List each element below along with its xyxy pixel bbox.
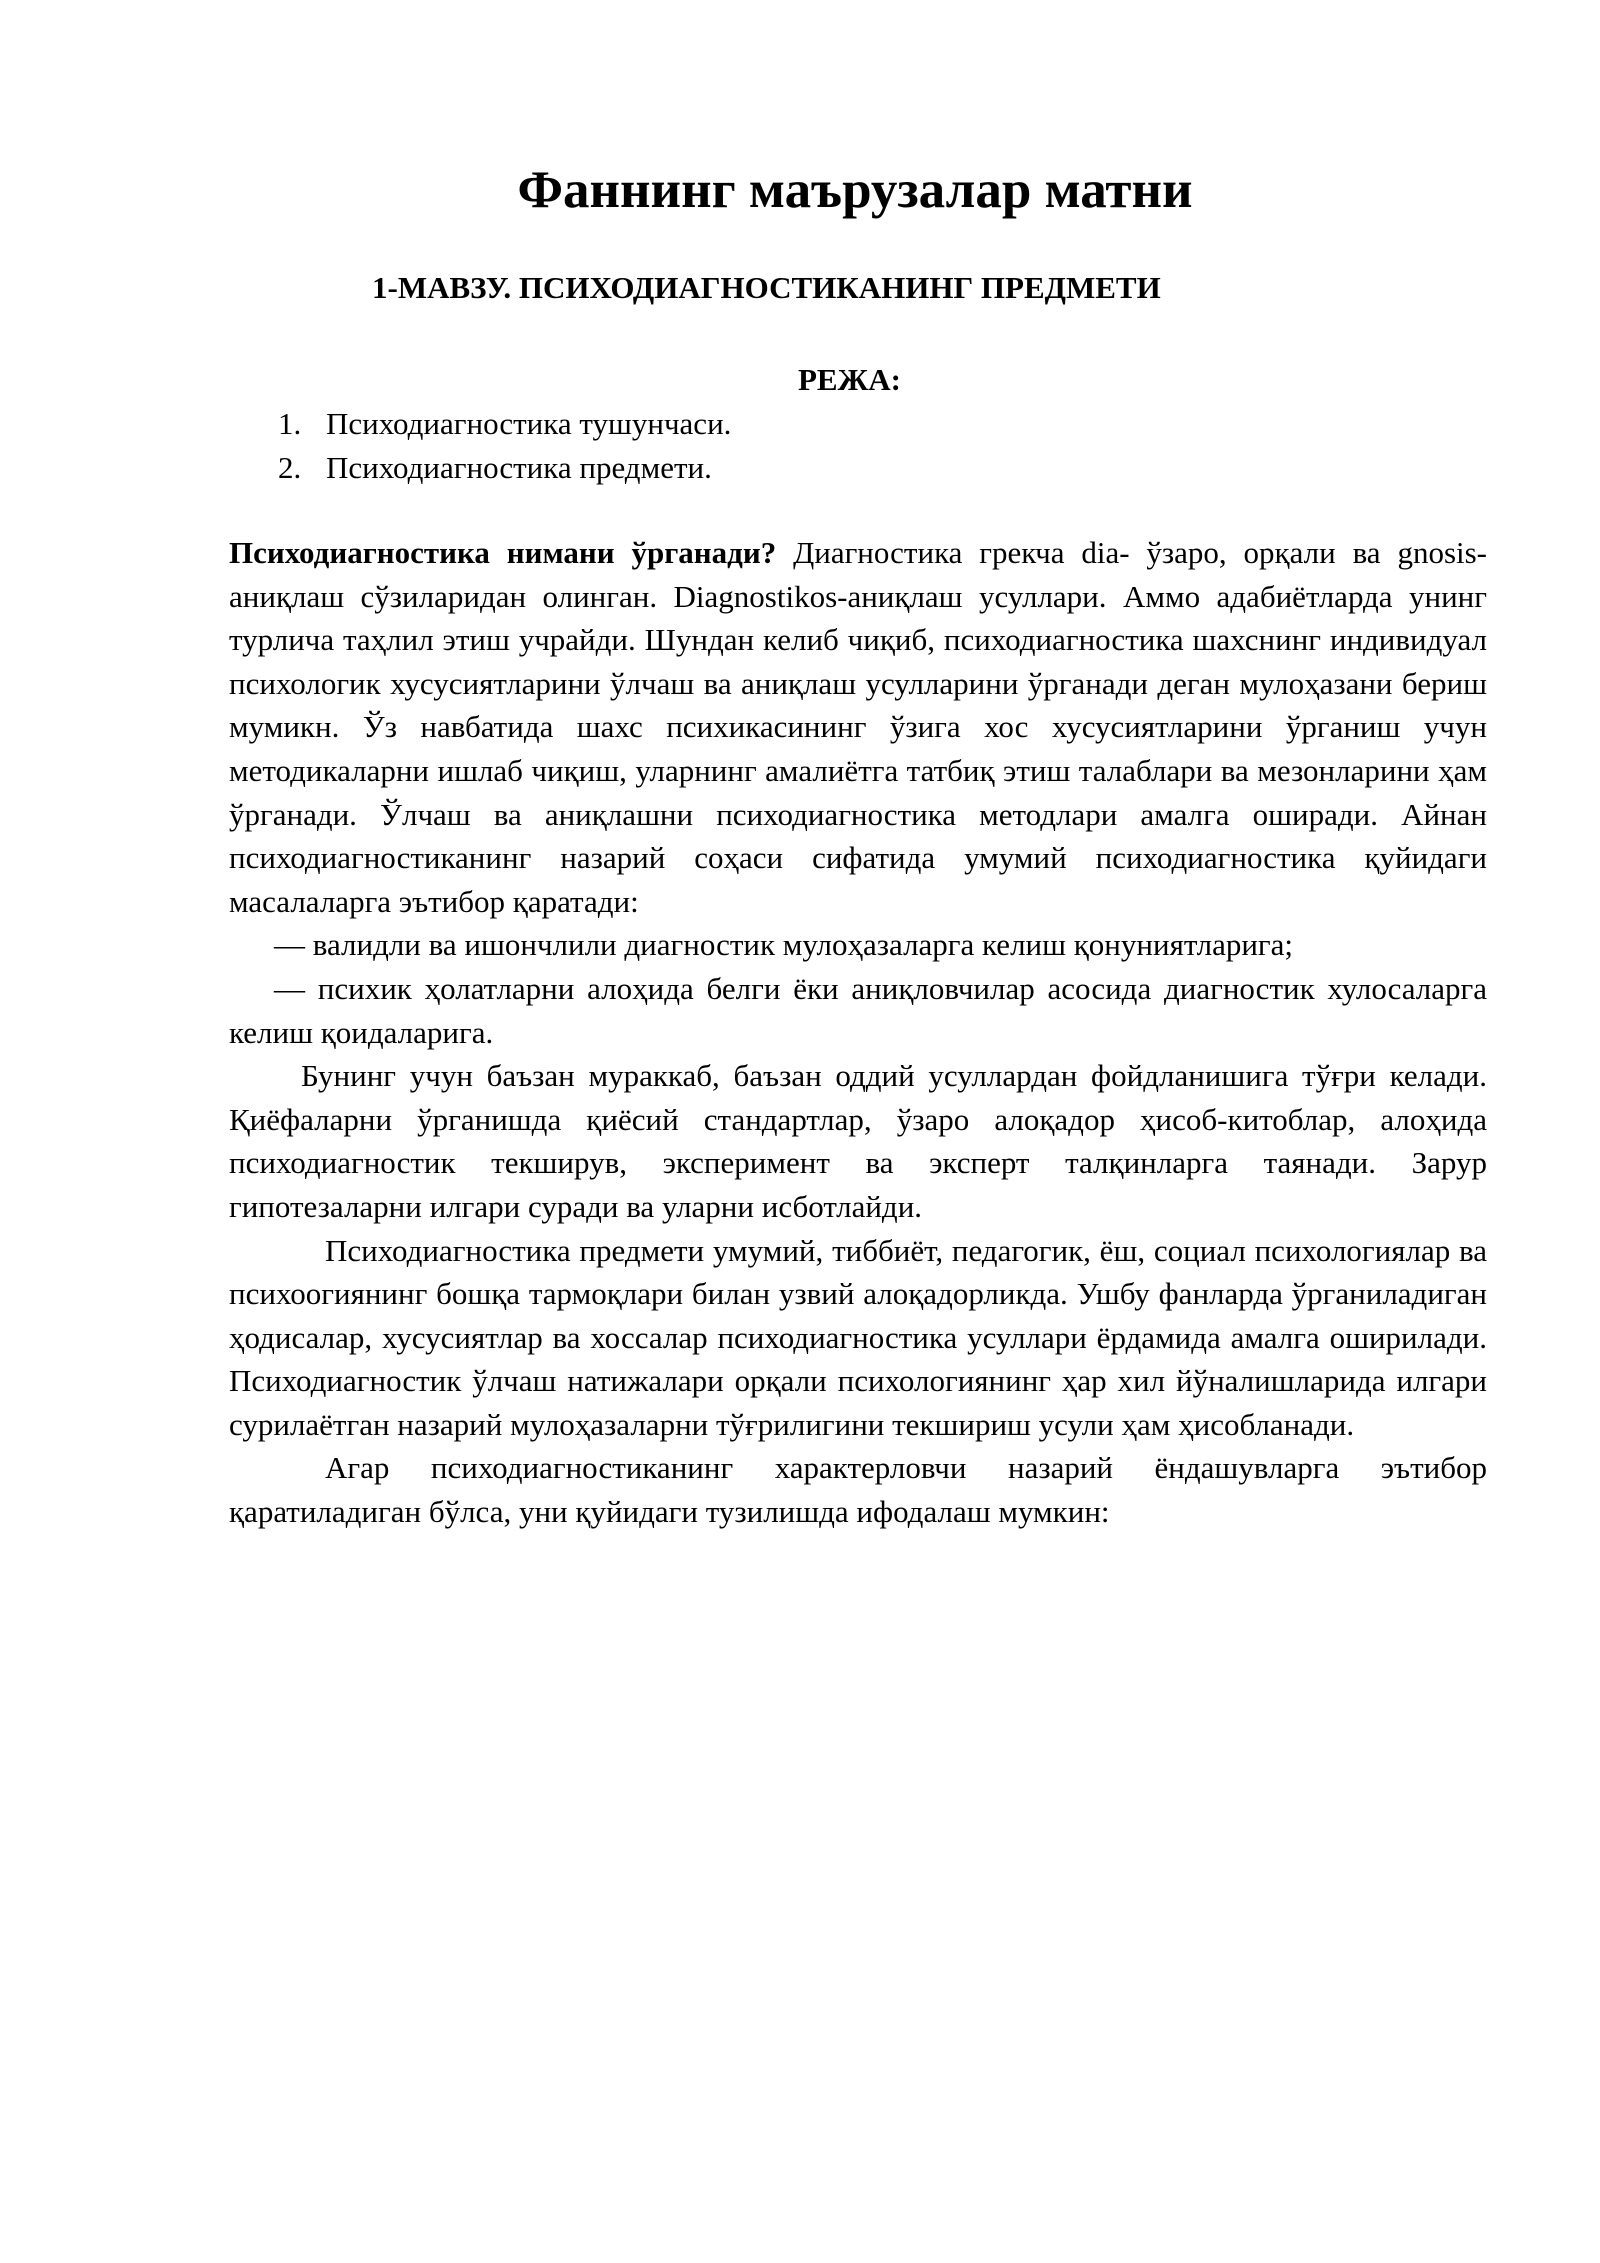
plan-item-number: 1. (278, 406, 302, 441)
intro-lead: Психодиагностика нимани ўрганади? (229, 535, 777, 570)
body-text (229, 531, 1487, 1534)
body-paragraph: Психодиагностика предмети умумий, тиббиёт, педагогик, ёш, социал психологиялар ва психоогиянинг бошқа тармоқлари билан узвий алоқадорликда. Ушбу фанларда ўрганиладиган ҳодисалар, хусусиятлар ва хоссалар психодиагностика усуллари ёрдамида амалга оширилади. Психодиагностик ўлчаш натижалари орқали психологиянинг ҳар хил йўналишларида илгари сурилаётган назарий мулоҳазаларни тўғрилигини текшириш усули ҳам ҳисобланади. (229, 1232, 1487, 1442)
plan-list (278, 402, 731, 490)
dash-list-item: — психик ҳолатларни алоҳида белги ёки аниқловчилар асосида диагностик хулосаларга келиш қоидаларига. (229, 970, 1487, 1050)
intro-paragraph (229, 531, 1487, 923)
body-paragraph: Агар психодиагностиканинг характерловчи назарий ёндашувларга эътибор қаратиладиган бўлса, уни қуйидаги тузилишда ифодалаш мумкин: (229, 1450, 1487, 1530)
body-paragraph: Бунинг учун баъзан мураккаб, баъзан оддий усуллардан фойдланишига тўғри келади. Қиёфаларни ўрганишда қиёсий стандартлар, ўзаро алоқадор ҳисоб-китоблар, алоҳида психодиагностик текширув, эксперимент ва эксперт талқинларга таянади. Зарур гипотезаларни илгари суради ва уларни исботлайди. (229, 1058, 1487, 1224)
plan-heading: РЕЖА: (798, 362, 901, 397)
document-title: Фаннинг маърузалар матни (517, 161, 1193, 219)
plan-item (278, 402, 731, 446)
dash-list-item: — валидли ва ишончлили диагностик мулоҳазаларга келиш қонуниятларига; (274, 927, 1294, 963)
plan-item-text: Психодиагностика предмети. (326, 450, 712, 485)
topic-heading: 1-МАВЗУ. ПСИХОДИАГНОСТИКАНИНГ ПРЕДМЕТИ (372, 270, 1161, 305)
plan-item-text: Психодиагностика тушунчаси. (326, 406, 732, 441)
plan-item (278, 446, 731, 490)
plan-item-number: 2. (278, 450, 302, 485)
intro-text: Диагностика грекча dia- ўзаро, орқали ва gnosis-аниқлаш сўзиларидан олинган. Diagnostikos-аниқлаш усуллари. Аммо адабиётларда унинг турлича таҳлил этиш учрайди. Шундан келиб чиқиб, психодиагностика шахснинг индивидуал психологик хусусиятларини ўлчаш ва аниқлаш усулларини ўрганади деган мулоҳазани бериш мумикн. Ўз навбатида шахс психикасининг ўзига хос хусусиятларини ўрганиш учун методикаларни ишлаб чиқиш, уларнинг амалиётга татбиқ этиш талаблари ва мезонларини ҳам ўрганади. Ўлчаш ва аниқлашни психодиагностика методлари амалга оширади. Айнан психодиагностиканинг назарий соҳаси сифатида умумий психодиагностика қуйидаги масалаларга эътибор қаратади: (229, 535, 1488, 919)
